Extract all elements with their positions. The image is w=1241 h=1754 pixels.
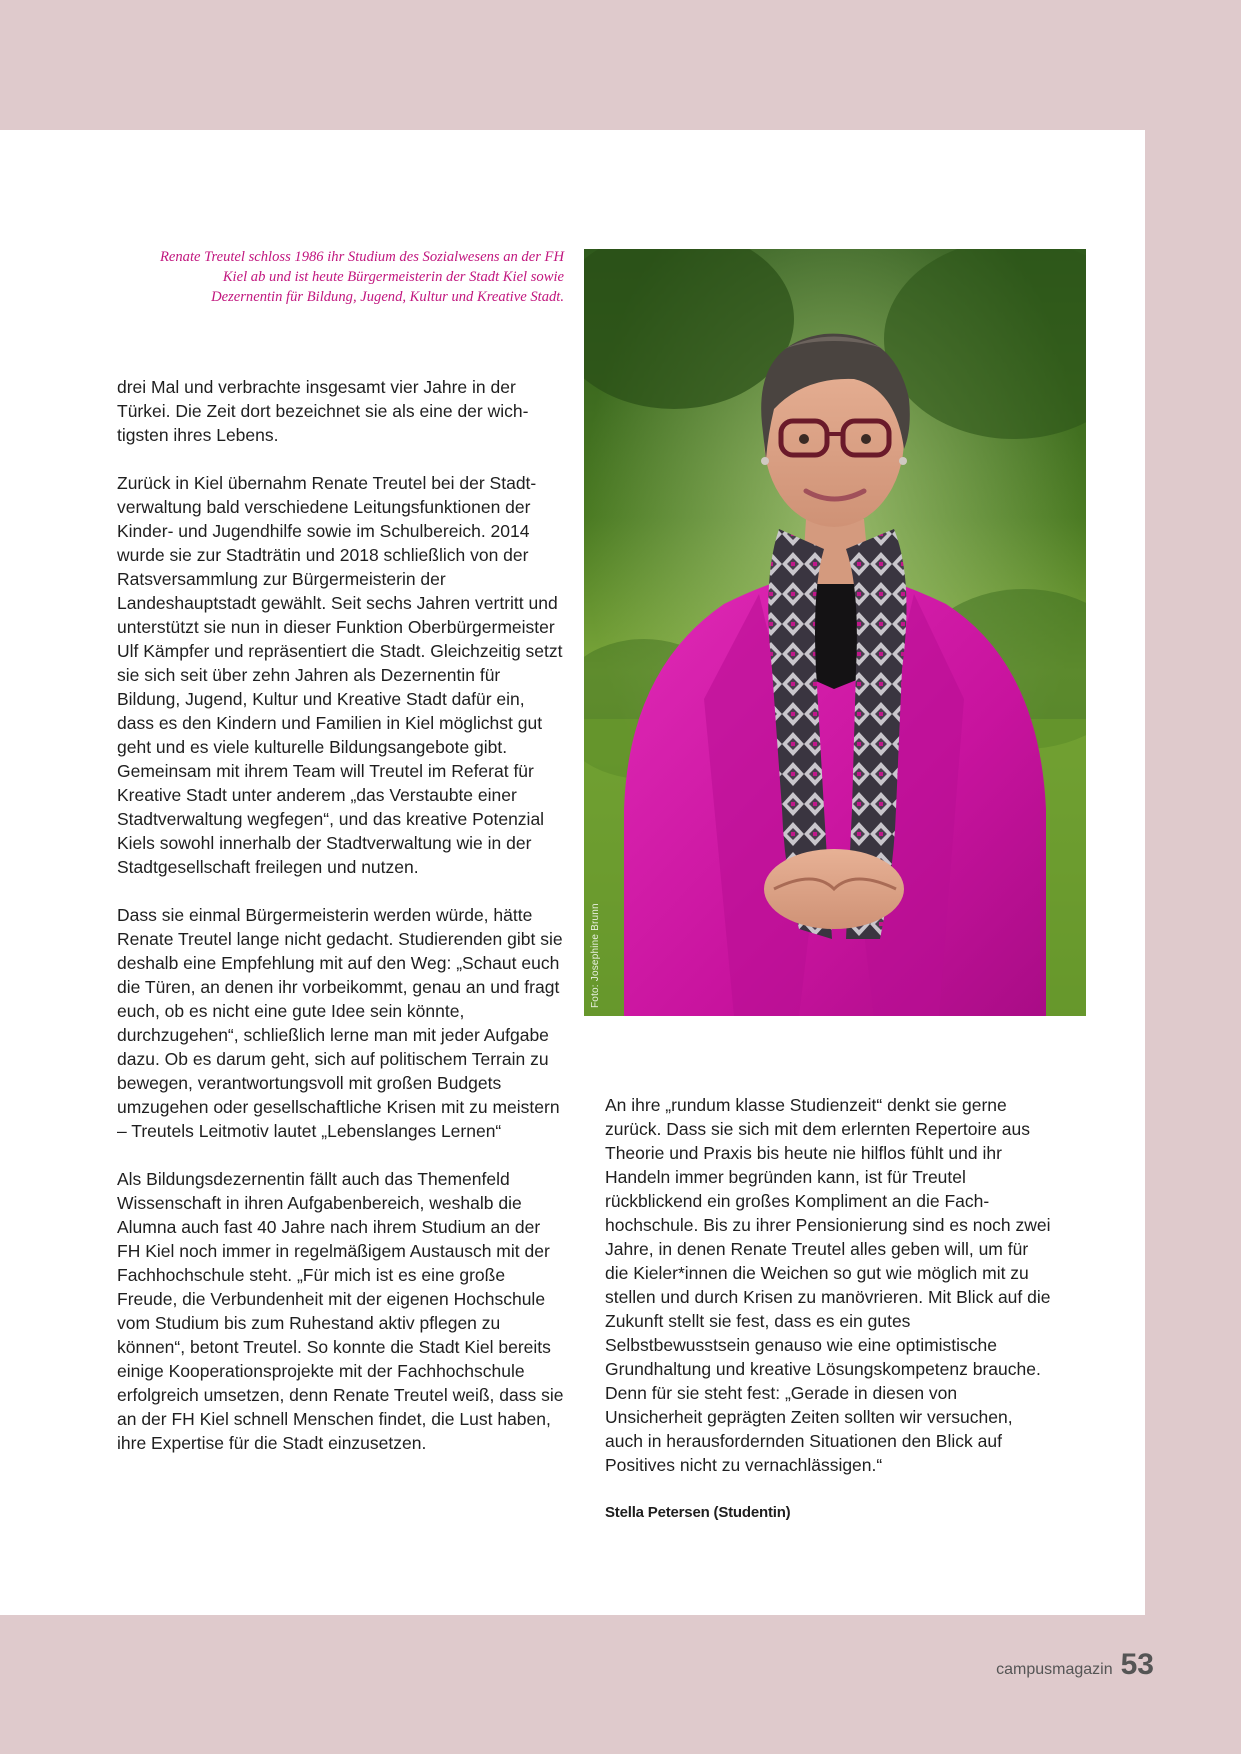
page-footer xyxy=(996,1648,1154,1682)
photo-caption: Renate Treutel schloss 1986 ihr Studium des Sozialwesens an der FH Kiel ab und ist heute Bürgermeisterin der Stadt Kiel sowie Dezernentin für Bildung, Jugend, Kultur und Kreative Stadt. xyxy=(159,249,564,305)
page-number: 53 xyxy=(1120,1648,1154,1681)
paragraph: Als Bildungsdezernentin fällt auch das Themenfeld Wissenschaft in ihren Aufgabenbereich, weshalb die Alumna auch fast 40 Jahre nach ihrem Studium an der FH Kiel noch immer in regelmäßigem Austausch mit der Fachhochschule steht. „Für mich ist es eine große Freude, die Verbundenheit mit der eigenen Hochschule vom Studium bis zum Ruhestand aktiv pflegen zu können“, betont Treutel. So konnte die Stadt Kiel bereits einige Kooperationsprojekte mit der Fachhochschule erfolgreich umsetzen, denn Renate Treutel weiß, dass sie an der FH Kiel schnell Menschen findet, die Lust haben, ihre Expertise für die Stadt einzusetzen. xyxy=(117,1169,564,1453)
author-credit: Stella Petersen (Studentin) xyxy=(605,1504,791,1521)
paragraph: Dass sie einmal Bürgermeisterin werden würde, hätte Renate Treutel lange nicht gedacht. Studierenden gibt sie deshalb eine Empfehlung mit auf den Weg: „Schaut euch die Türen, an denen ihr vorbeikommt, genau an und fragt euch, ob es nicht eine gute Idee sein könnte, durchzugehen“, schließlich lerne man mit jeder Aufgabe dazu. Ob es darum geht, sich auf politischem Terrain zu bewegen, verantwortungsvoll mit großen Budgets umzugehen oder gesellschaftliche Krisen mit zu meistern – Treutels Leitmotiv lautet „Lebenslanges Lernen“ xyxy=(117,905,563,1141)
photo-credit: Foto: Josephine Brunn xyxy=(590,903,601,1008)
right-column xyxy=(605,1093,1055,1525)
portrait-photo xyxy=(584,249,1086,1016)
left-column xyxy=(117,375,565,1479)
magazine-name: campusmagazin xyxy=(996,1661,1113,1678)
paragraph: Zurück in Kiel übernahm Renate Treutel bei der Stadtverwaltung bald verschiedene Leitungsfunktionen der Kinder- und Jugendhilfe sowie im Schulbereich. 2014 wurde sie zur Stadträtin und 2018 schließlich von der Ratsversammlung zur Bürgermeisterin der Landeshauptstadt gewählt. Seit sechs Jahren vertritt und unterstützt sie nun in dieser Funktion Oberbürgermeister Ulf Kämpfer und repräsentiert die Stadt. Gleichzeitig setzt sie sich seit über zehn Jahren als Dezernentin für Bildung, Jugend, Kultur und Kreative Stadt dafür ein, dass es den Kindern und Familien in Kiel möglichst gut geht und es viele kulturelle Bildungsangebote gibt. Gemeinsam mit ihrem Team will Treutel im Referat für Kreative Stadt unter anderem „das Verstaubte einer Stadtverwaltung wegfegen“, und das kreative Potenzial Kiels sowohl innerhalb der Stadtverwaltung wie in der Stadtgesellschaft freilegen und nutzen. xyxy=(117,473,563,877)
paragraph: An ihre „rundum klasse Studienzeit“ denkt sie gerne zurück. Dass sie sich mit dem erlernten Repertoire aus Theorie und Praxis bis heute nie hilflos fühlt und ihr Handeln immer begründen kann, ist für Treutel rückblickend ein großes Kompliment an die Fachhochschule. Bis zu ihrer Pensionierung sind es noch zwei Jahre, in denen Renate Treutel alles geben will, um für die Kieler*innen die Weichen so gut wie möglich mit zu stellen und durch Krisen zu manövrieren. Mit Blick auf die Zukunft stellt sie fest, dass es ein gutes Selbstbewusstsein genauso wie eine optimistische Grundhaltung und kreative Lösungskompetenz brauche. Denn für sie steht fest: „Gerade in diesen von Unsicherheit geprägten Zeiten sollten wir versuchen, auch in herausfordernden Situationen den Blick auf Positives nicht zu vernachlässigen.“ xyxy=(605,1095,1051,1475)
paragraph: drei Mal und verbrachte insgesamt vier Jahre in der Türkei. Die Zeit dort bezeichnet sie als eine der wichtigsten ihres Lebens. xyxy=(117,377,529,445)
